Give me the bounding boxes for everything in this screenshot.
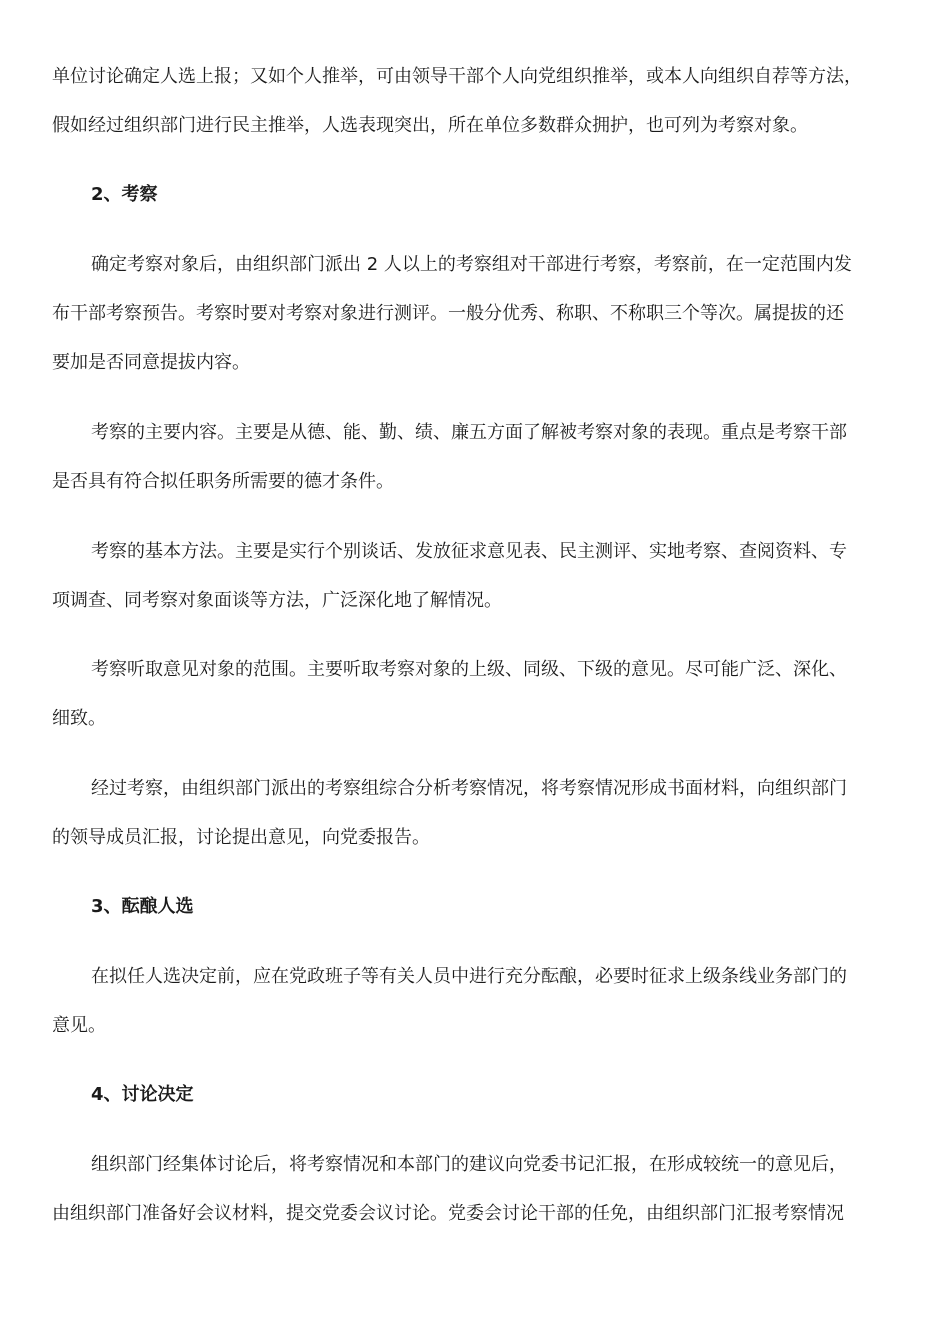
section-heading-decision: 4、讨论决定: [91, 1084, 194, 1105]
paragraph-nomination-continued: [52, 52, 898, 150]
text-line: 单位讨论确定人选上报；又如个人推举，可由领导干部个人向党组织推举，或本人向组织自荐等方法，: [52, 66, 862, 87]
text-line: 考察的基本方法。主要是实行个别谈话、发放征求意见表、民主测评、实地考察、查阅资料、专: [91, 541, 847, 562]
text-line: 组织部门经集体讨论后，将考察情况和本部门的建议向党委书记汇报，在形成较统一的意见后，: [91, 1154, 847, 1175]
text-line: 的领导成员汇报，讨论提出意见，向党委报告。: [52, 827, 430, 848]
text-line: 是否具有符合拟任职务所需要的德才条件。: [52, 471, 394, 492]
text-line: 由组织部门准备好会议材料，提交党委会议讨论。党委会讨论干部的任免，由组织部门汇报考察情况: [52, 1203, 844, 1224]
section-heading-inspection: 2、考察: [91, 184, 158, 205]
text-line: 要加是否同意提拔内容。: [52, 352, 250, 373]
text-line: 考察的主要内容。主要是从德、能、勤、绩、廉五方面了解被考察对象的表现。重点是考察干部: [91, 422, 847, 443]
paragraph-inspection-report: [52, 764, 898, 862]
paragraph-inspection-methods: [52, 527, 898, 625]
paragraph-deliberation: [52, 952, 898, 1050]
text-line: 经过考察，由组织部门派出的考察组综合分析考察情况，将考察情况形成书面材料，向组织部门: [91, 778, 847, 799]
text-line: 意见。: [52, 1015, 106, 1036]
text-line: 确定考察对象后，由组织部门派出 2 人以上的考察组对干部进行考察，考察前，在一定范围内发: [91, 254, 852, 275]
text-line: 细致。: [52, 708, 106, 729]
paragraph-opinion-scope: [52, 645, 898, 743]
text-line: 项调查、同考察对象面谈等方法，广泛深化地了解情况。: [52, 590, 502, 611]
section-heading-deliberation: 3、酝酿人选: [91, 896, 194, 917]
text-line: 在拟任人选决定前，应在党政班子等有关人员中进行充分酝酿，必要时征求上级条线业务部门的: [91, 966, 847, 987]
paragraph-inspection-content: [52, 408, 898, 506]
text-line: 布干部考察预告。考察时要对考察对象进行测评。一般分优秀、称职、不称职三个等次。属提拔的还: [52, 303, 844, 324]
paragraph-decision: [52, 1140, 898, 1238]
text-line: 假如经过组织部门进行民主推举，人选表现突出，所在单位多数群众拥护，也可列为考察对象。: [52, 115, 808, 136]
paragraph-inspection-intro: [52, 240, 898, 387]
text-line: 考察听取意见对象的范围。主要听取考察对象的上级、同级、下级的意见。尽可能广泛、深化、: [91, 659, 847, 680]
